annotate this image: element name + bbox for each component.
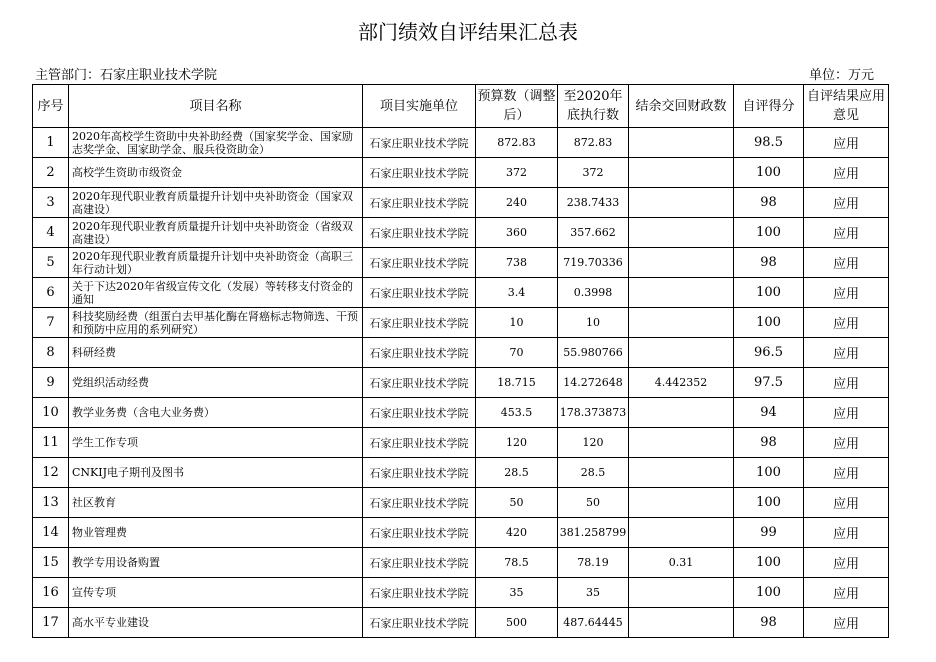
cell-org: 石家庄职业技术学院 [363,308,476,338]
cell-idx: 10 [33,398,69,428]
cell-exec: 178.373873 [558,398,629,428]
cell-opinion: 应用 [804,368,889,398]
cell-org: 石家庄职业技术学院 [363,608,476,638]
cell-score: 98 [734,428,804,458]
cell-name: 教学业务费（含电大业务费） [69,398,363,428]
cell-org: 石家庄职业技术学院 [363,188,476,218]
cell-exec: 238.7433 [558,188,629,218]
cell-opinion: 应用 [804,398,889,428]
cell-score: 97.5 [734,368,804,398]
cell-idx: 11 [33,428,69,458]
cell-balance [629,158,734,188]
cell-exec: 357.662 [558,218,629,248]
cell-budget: 372 [476,158,558,188]
cell-balance [629,308,734,338]
cell-exec: 719.70336 [558,248,629,278]
cell-exec: 872.83 [558,128,629,158]
cell-balance [629,608,734,638]
cell-org: 石家庄职业技术学院 [363,518,476,548]
cell-budget: 738 [476,248,558,278]
cell-name: 高校学生资助市级资金 [69,158,363,188]
table-row [33,218,889,248]
cell-score: 94 [734,398,804,428]
cell-opinion: 应用 [804,578,889,608]
cell-idx: 13 [33,488,69,518]
cell-org: 石家庄职业技术学院 [363,458,476,488]
table-row [33,278,889,308]
cell-exec: 50 [558,488,629,518]
cell-org: 石家庄职业技术学院 [363,218,476,248]
cell-opinion: 应用 [804,218,889,248]
cell-name: 2020年现代职业教育质量提升计划中央补助资金（省级双高建设） [69,218,363,248]
cell-idx: 8 [33,338,69,368]
cell-idx: 4 [33,218,69,248]
cell-budget: 240 [476,188,558,218]
cell-budget: 872.83 [476,128,558,158]
table-row [33,608,889,638]
cell-budget: 78.5 [476,548,558,578]
cell-idx: 17 [33,608,69,638]
table-row [33,398,889,428]
cell-org: 石家庄职业技术学院 [363,488,476,518]
cell-name: 高水平专业建设 [69,608,363,638]
cell-opinion: 应用 [804,458,889,488]
cell-org: 石家庄职业技术学院 [363,158,476,188]
evaluation-table [32,84,889,638]
cell-budget: 28.5 [476,458,558,488]
cell-name: 科技奖励经费（组蛋白去甲基化酶在肾癌标志物筛选、干预和预防中应用的系列研究） [69,308,363,338]
header-org: 项目实施单位 [363,85,476,128]
cell-balance [629,218,734,248]
cell-score: 98 [734,248,804,278]
header-score: 自评得分 [734,85,804,128]
table-row [33,428,889,458]
cell-name: 物业管理费 [69,518,363,548]
cell-exec: 0.3998 [558,278,629,308]
cell-score: 100 [734,158,804,188]
cell-name: 党组织活动经费 [69,368,363,398]
cell-score: 100 [734,308,804,338]
header-row [33,85,889,128]
page-title: 部门绩效自评结果汇总表 [358,20,578,44]
table-row [33,338,889,368]
cell-opinion: 应用 [804,608,889,638]
cell-exec: 372 [558,158,629,188]
cell-opinion: 应用 [804,308,889,338]
cell-budget: 35 [476,578,558,608]
cell-exec: 55.980766 [558,338,629,368]
cell-name: CNKIJ电子期刊及图书 [69,458,363,488]
cell-exec: 120 [558,428,629,458]
cell-balance [629,278,734,308]
cell-exec: 10 [558,308,629,338]
cell-balance [629,338,734,368]
table-row [33,158,889,188]
header-opinion: 自评结果应用意见 [804,85,889,128]
cell-opinion: 应用 [804,188,889,218]
cell-score: 100 [734,548,804,578]
cell-org: 石家庄职业技术学院 [363,578,476,608]
cell-score: 98.5 [734,128,804,158]
cell-opinion: 应用 [804,278,889,308]
cell-idx: 2 [33,158,69,188]
cell-score: 100 [734,458,804,488]
cell-org: 石家庄职业技术学院 [363,278,476,308]
cell-org: 石家庄职业技术学院 [363,548,476,578]
cell-name: 学生工作专项 [69,428,363,458]
cell-balance [629,578,734,608]
table-row [33,578,889,608]
header-name: 项目名称 [69,85,363,128]
cell-balance [629,188,734,218]
cell-score: 100 [734,488,804,518]
header-exec: 至2020年底执行数 [558,85,629,128]
cell-balance [629,428,734,458]
cell-opinion: 应用 [804,128,889,158]
cell-balance: 4.442352 [629,368,734,398]
cell-opinion: 应用 [804,248,889,278]
cell-balance [629,488,734,518]
table-row [33,548,889,578]
cell-exec: 28.5 [558,458,629,488]
cell-name: 关于下达2020年省级宣传文化（发展）等转移支付资金的通知 [69,278,363,308]
cell-opinion: 应用 [804,518,889,548]
cell-idx: 6 [33,278,69,308]
table-body [33,128,889,638]
cell-org: 石家庄职业技术学院 [363,128,476,158]
cell-balance [629,398,734,428]
cell-org: 石家庄职业技术学院 [363,368,476,398]
cell-budget: 360 [476,218,558,248]
cell-name: 2020年现代职业教育质量提升计划中央补助资金（国家双高建设） [69,188,363,218]
cell-opinion: 应用 [804,338,889,368]
cell-score: 99 [734,518,804,548]
department-label: 主管部门：石家庄职业技术学院 [35,68,218,83]
cell-opinion: 应用 [804,488,889,518]
header-budget: 预算数（调整后） [476,85,558,128]
cell-budget: 420 [476,518,558,548]
cell-org: 石家庄职业技术学院 [363,338,476,368]
cell-budget: 70 [476,338,558,368]
table-row [33,128,889,158]
table-row [33,248,889,278]
cell-name: 科研经费 [69,338,363,368]
cell-budget: 50 [476,488,558,518]
cell-budget: 120 [476,428,558,458]
cell-idx: 14 [33,518,69,548]
cell-name: 社区教育 [69,488,363,518]
cell-score: 98 [734,188,804,218]
unit-label: 单位：万元 [808,68,874,83]
cell-idx: 3 [33,188,69,218]
cell-budget: 18.715 [476,368,558,398]
table-row [33,488,889,518]
header-idx: 序号 [33,85,69,128]
cell-org: 石家庄职业技术学院 [363,398,476,428]
table-row [33,458,889,488]
cell-budget: 453.5 [476,398,558,428]
cell-score: 98 [734,608,804,638]
table-row [33,518,889,548]
cell-idx: 16 [33,578,69,608]
cell-name: 2020年现代职业教育质量提升计划中央补助资金（高职三年行动计划） [69,248,363,278]
cell-opinion: 应用 [804,548,889,578]
cell-budget: 10 [476,308,558,338]
header-balance: 结余交回财政数 [629,85,734,128]
cell-opinion: 应用 [804,158,889,188]
cell-idx: 1 [33,128,69,158]
cell-balance [629,518,734,548]
table-row [33,188,889,218]
cell-exec: 35 [558,578,629,608]
cell-exec: 381.258799 [558,518,629,548]
cell-balance [629,248,734,278]
cell-score: 96.5 [734,338,804,368]
cell-exec: 14.272648 [558,368,629,398]
table-row [33,368,889,398]
cell-score: 100 [734,278,804,308]
cell-exec: 78.19 [558,548,629,578]
cell-budget: 500 [476,608,558,638]
cell-budget: 3.4 [476,278,558,308]
cell-score: 100 [734,218,804,248]
cell-balance [629,128,734,158]
cell-org: 石家庄职业技术学院 [363,428,476,458]
cell-org: 石家庄职业技术学院 [363,248,476,278]
cell-balance [629,458,734,488]
cell-opinion: 应用 [804,428,889,458]
cell-name: 2020年高校学生资助中央补助经费（国家奖学金、国家励志奖学金、国家助学金、服兵役资助金） [69,128,363,158]
cell-name: 宣传专项 [69,578,363,608]
cell-idx: 9 [33,368,69,398]
cell-idx: 7 [33,308,69,338]
cell-idx: 5 [33,248,69,278]
cell-name: 教学专用设备购置 [69,548,363,578]
table-row [33,308,889,338]
cell-balance: 0.31 [629,548,734,578]
cell-exec: 487.64445 [558,608,629,638]
cell-idx: 15 [33,548,69,578]
cell-idx: 12 [33,458,69,488]
cell-score: 100 [734,578,804,608]
